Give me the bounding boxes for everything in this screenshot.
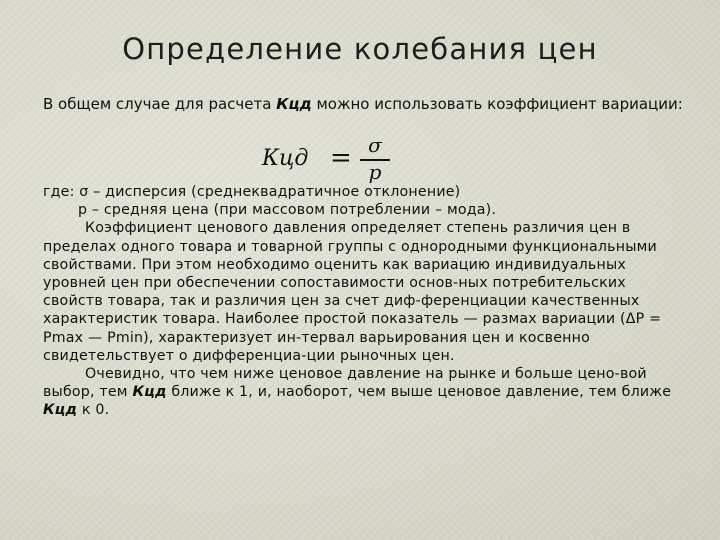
slide-title: Определение колебания цен	[122, 32, 598, 66]
paragraph-1: Коэффициент ценового давления определяет степень различия цен в пределах одного товара и товарной группы с однородными функциональными свойствами. При этом необходимо оценить как вариацию индивидуальных уровней цен при обеспечении сопоставимости основ-ных потребительских свойств товара, так и различия цен за счет диф-ференциации качественных характеристик товара. Наиболее простой показатель — размах вариации (ΔР = Pmax — Pmin), характеризует ин-тервал варьирования цен и косвенно свидетельствует о дифференциа-ции рыночных цен.	[43, 220, 662, 364]
paragraph-2	[43, 365, 683, 420]
intro-after: можно использовать коэффициент вариации:	[311, 95, 683, 113]
body-text	[43, 183, 683, 420]
para2-c: к 0.	[77, 402, 110, 419]
intro-text	[43, 95, 693, 113]
para2-term1: Кцд	[132, 384, 167, 401]
where-line: где: σ – дисперсия (среднеквадратичное отклонение)	[43, 184, 461, 200]
formula	[262, 133, 402, 186]
formula-equals: =	[330, 143, 352, 173]
formula-lhs: Кцд	[262, 146, 309, 171]
para2-a: Очевидно, что чем ниже ценовое давление на рынке и больше цено-вой выбор, тем	[43, 366, 647, 401]
formula-denominator: p	[368, 160, 382, 184]
intro-term: Кцд	[276, 95, 312, 113]
price-line: p – средняя цена (при массовом потреблении – мода).	[78, 202, 497, 219]
para2-b: ближе к 1, и, наоборот, чем выше ценовое давление, тем ближе	[166, 384, 672, 401]
intro-before: В общем случае для расчета	[43, 95, 277, 113]
para2-term2: Кцд	[43, 402, 78, 419]
formula-numerator: σ	[368, 133, 382, 157]
